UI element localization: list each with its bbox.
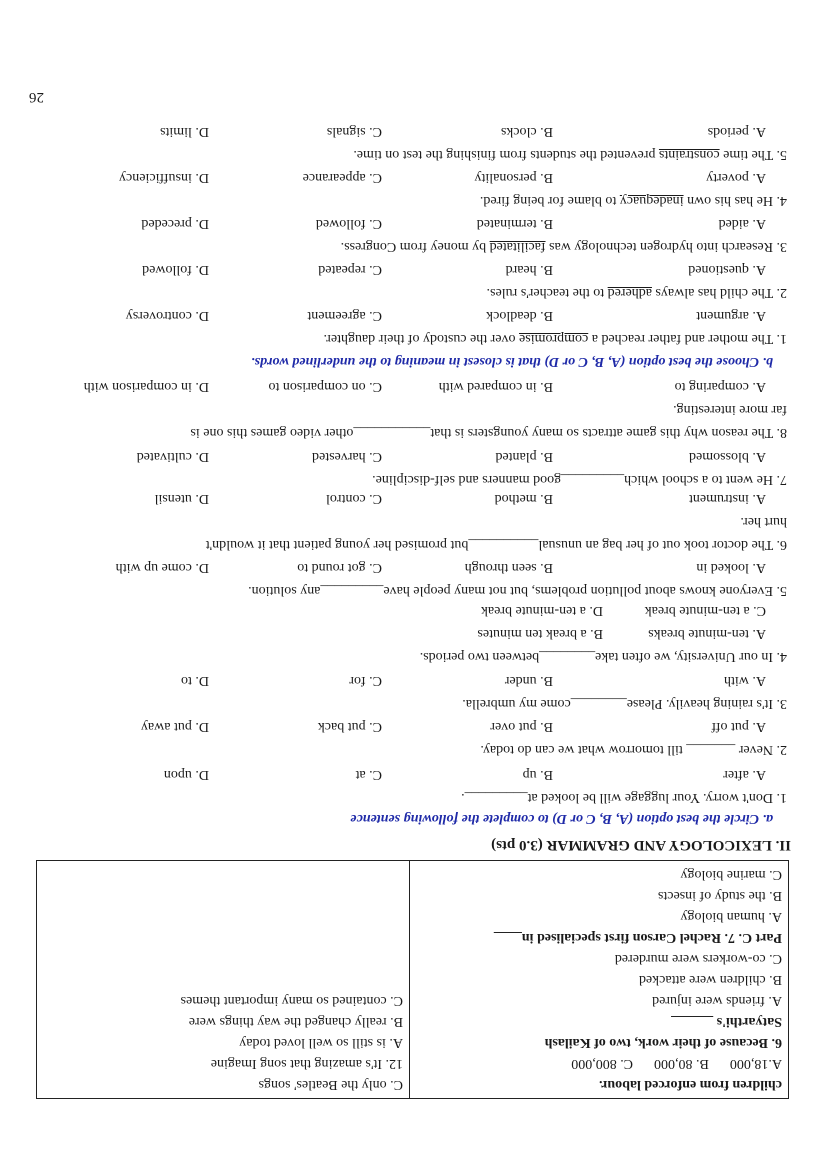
stem-text: to blame for being fired.: [479, 193, 620, 208]
underlined-word: facilitated: [489, 239, 546, 254]
table-line: B. children were attacked: [638, 972, 782, 987]
option: A. instrument: [689, 491, 766, 506]
option: B. under: [504, 673, 553, 688]
option: C. for: [349, 673, 382, 688]
option: A. after: [723, 767, 766, 782]
option: A. with: [724, 673, 766, 688]
option: C. followed: [315, 216, 382, 231]
option: D. cultivated: [136, 449, 209, 464]
option: C. put back: [317, 719, 382, 734]
stem-text: 4. He has his own: [683, 193, 787, 208]
option: B. seen through: [464, 560, 553, 575]
table-line: Satyarthi's ______: [671, 1014, 782, 1029]
page-number: 26: [29, 89, 44, 105]
option: A. poverty: [706, 170, 766, 185]
table-line: A. human biology: [680, 909, 782, 924]
option: B. put over: [490, 719, 553, 734]
option: C. agreement: [307, 308, 382, 323]
option: A. comparing to: [674, 379, 766, 394]
option: B. deadlock: [486, 308, 553, 323]
option: D. put away: [140, 719, 209, 734]
option: A. ten-minute breaks: [648, 626, 766, 641]
option: D. to: [181, 673, 209, 688]
question-stem: 7. He went to a school which_________good manners and self-discipline.: [372, 472, 787, 487]
underlined-word: compromise: [519, 331, 589, 346]
question-stem-continued: hurt her.: [740, 514, 787, 529]
stem-text: over the custody of their daughter.: [323, 331, 520, 346]
option: D. come up with: [115, 560, 209, 575]
option: D. preceded: [141, 216, 209, 231]
option: C. on comparison to: [268, 379, 382, 394]
option: B. personality: [474, 170, 553, 185]
question-stem: 8. The reason why this game attracts so many youngsters is that___________other video games this one is: [190, 425, 787, 440]
question-stem: 6. The doctor took out of her bag an unusual__________but promised her young patient that it wouldn't: [205, 537, 787, 552]
table-line: 12. It's amazing that song Imagine: [210, 1056, 403, 1071]
stem-text: to the teacher's rules.: [486, 285, 608, 300]
option: D. followed: [142, 262, 209, 277]
question-stem: 3. It's raining heavily. Please________come my umbrella.: [462, 696, 787, 711]
option: C. at: [355, 767, 382, 782]
option: D. upon: [163, 767, 209, 782]
stem-text: 5. The time: [719, 147, 787, 162]
table-line: C. only the Beatles' songs: [258, 1077, 403, 1092]
underlined-word: constraints: [658, 147, 720, 162]
table-line: children from enforced labour.: [598, 1077, 782, 1092]
option: A. questioned: [688, 262, 766, 277]
option: A. aided: [718, 216, 766, 231]
option: D. in comparison with: [83, 379, 209, 394]
table-line: A. friends were injured: [652, 993, 782, 1008]
option: C. got round to: [297, 560, 382, 575]
question-stem: 4. In our University, we often take________between two periods.: [419, 649, 787, 664]
table-left-cell: [410, 861, 789, 1099]
stem-text: by money from Congress.: [340, 239, 490, 254]
stem-text: 1. The mother and father reached a: [588, 331, 787, 346]
option: D. insufficiency: [119, 170, 209, 185]
option: B. in compared with: [438, 379, 553, 394]
question-stem: 1. Don't worry. Your luggage will be looked at_________.: [461, 790, 787, 805]
table-line: C. co-workers were murdered: [614, 951, 782, 966]
option: B. a break ten minutes: [477, 626, 603, 641]
option: D. limits: [159, 124, 209, 139]
stem-text: 2. The child has always: [651, 285, 787, 300]
question-stem: [341, 238, 787, 255]
table-right-cell: [37, 861, 410, 1099]
table-line: C. marine biology: [680, 867, 782, 882]
option: D. utensil: [154, 491, 209, 506]
table-line: C. contained so many important themes: [180, 993, 403, 1008]
table-line: 6. Because of their work, two of Kailash: [544, 1035, 782, 1050]
option: D. a ten-minute break: [480, 603, 603, 618]
table-line: A.18,000 B. 80,000 C. 800,000: [571, 1056, 782, 1071]
question-stem: [487, 284, 787, 301]
table-line: A. is still so well loved today: [239, 1035, 403, 1050]
answer-table: [36, 860, 789, 1099]
option: D. controversy: [125, 308, 209, 323]
option: C. control: [326, 491, 382, 506]
option: C. harvested: [312, 449, 382, 464]
option: A. looked in: [696, 560, 766, 575]
option: B. method: [494, 491, 553, 506]
question-stem: [480, 192, 787, 209]
part-a-instruction: a. Circle the best option (A, B, C or D) to complete the following sentence: [350, 811, 773, 826]
option: B. planted: [495, 449, 553, 464]
underlined-word: adhered: [607, 285, 652, 300]
question-stem: [353, 146, 787, 163]
table-line: B. the study of insects: [657, 888, 782, 903]
option: B. clocks: [500, 124, 553, 139]
option: C. appearance: [302, 170, 382, 185]
option: A. blossomed: [689, 449, 766, 464]
table-line: Part C. 7. Rachel Carson first specialised in____: [493, 930, 782, 945]
option: B. up: [522, 767, 553, 782]
option: A. argument: [696, 308, 766, 323]
option: B. terminated: [476, 216, 553, 231]
stem-text: prevented the students from finishing the test on time.: [353, 147, 659, 162]
question-stem: 5. Everyone knows about pollution problems, but not many people have_________any solution.: [248, 583, 787, 598]
underlined-word: inadequacy: [619, 193, 684, 208]
section-title: II. LEXICOLOGY AND GRAMMAR (3.0 pts): [491, 837, 791, 853]
option: C. signals: [326, 124, 382, 139]
question-stem: [323, 330, 787, 347]
option: B. heard: [505, 262, 553, 277]
part-b-instruction: b. Choose the best option (A, B, C or D) that is closest in meaning to the underlined words.: [251, 354, 773, 369]
option: A. put off: [711, 719, 766, 734]
option: C. repeated: [318, 262, 382, 277]
option: A. periods: [707, 124, 766, 139]
option: C. a ten-minute break: [644, 603, 766, 618]
stem-text: 3. Research into hydrogen technology was: [545, 239, 787, 254]
table-line: B. really changed the way things were: [188, 1014, 403, 1029]
question-stem-continued: far more interesting.: [673, 402, 787, 417]
question-stem: 2. Never _______ till tomorrow what we can do today.: [480, 742, 787, 757]
